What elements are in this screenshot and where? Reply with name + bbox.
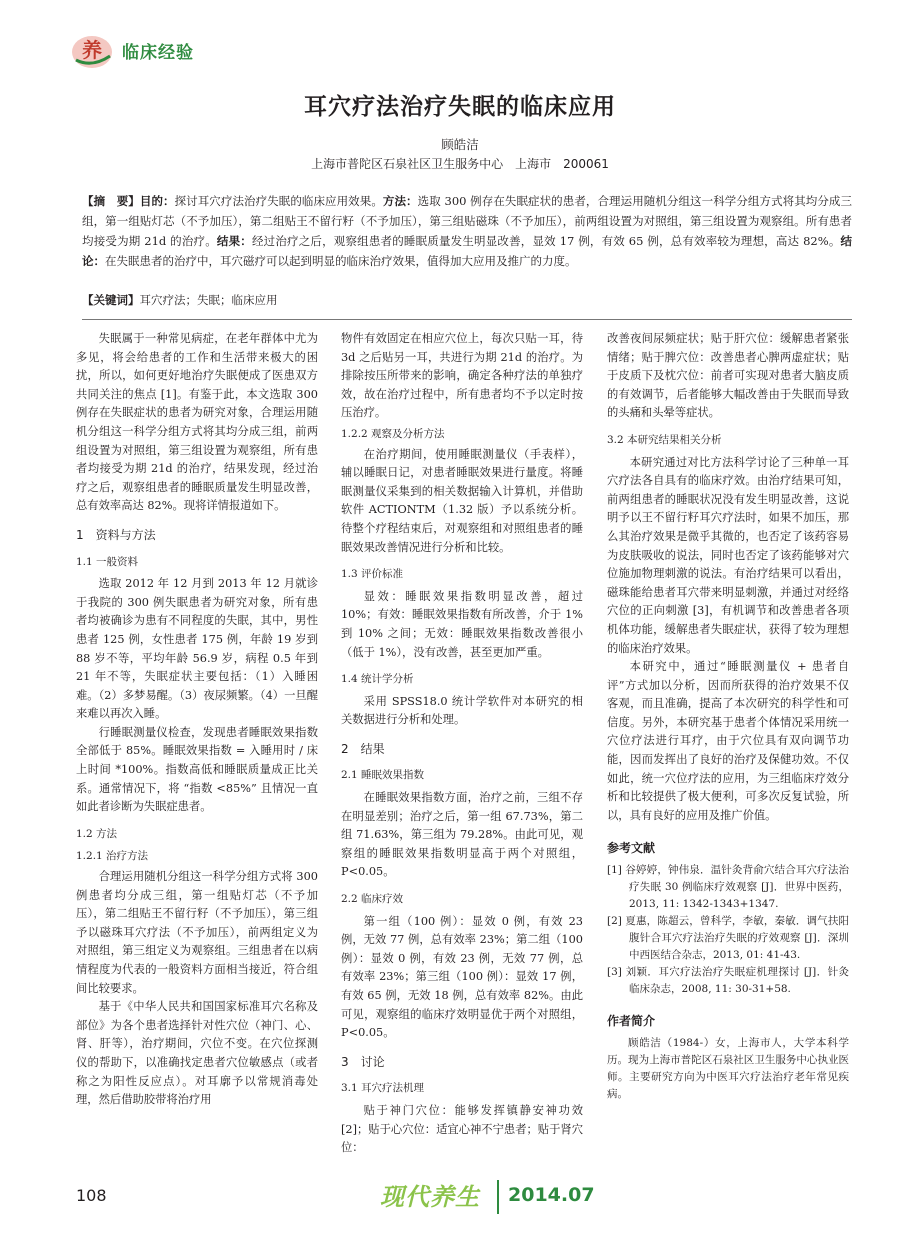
abstract-label: 【摘 要】 [82,194,140,208]
section-heading: 2 结果 [341,741,385,756]
subsection-heading: 1.2.2 观察及分析方法 [341,427,445,440]
page-number: 108 [76,1186,107,1205]
keywords-text: 耳穴疗法；失眠；临床应用 [139,293,278,307]
column-2 [341,330,583,1158]
paragraph: 基于《中华人民共和国国家标准耳穴名称及部位》为各个患者选择针对性穴位（神门、心、肾、肝等），治疗期间，穴位不变。在穴位探测仪的帮助下，以准确找定患者穴位敏感点（或者称之为阳性反应点）。对耳廓予以常规消毒处理，然后借助胶带将治疗用 [76,1000,318,1107]
paragraph: 物件有效固定在相应穴位上，每次只贴一耳，待 3d 之后贴另一耳，共进行为期 21d 的治疗。为排除按压所带来的影响，确定各种疗法的单独疗效，故在治疗过程中，所有患者均不予以定时按压治疗。 [341,332,583,420]
subsection-heading: 1.4 统计学分析 [341,673,414,686]
column-1 [76,330,318,1110]
author-bio: 顾皓洁（1984-）女，上海市人，大学本科学历。现为上海市普陀区石泉社区卫生服务中心执业医师。主要研究方向为中医耳穴疗法治疗老年常见疾病。 [607,1036,849,1100]
paragraph: 在治疗期间，使用睡眠测量仪（手表样），辅以睡眠日记，对患者睡眠效果进行量度。将睡眠测量仪采集到的相关数据输入计算机，并借助软件 ACTIONTM（1.32 版）予以系统分析。待整个疗程结束后，对观察组和对照组患者的睡眠效果改善情况进行分析和比较。 [341,447,583,554]
paragraph: 显效：睡眠效果指数明显改善，超过 10%；有效：睡眠效果指数有所改善，介于 1% 到 10% 之间；无效：睡眠效果指数改善很小（低于 1%），没有改善，甚至更加严重。 [341,589,583,659]
abstract-results-label: 结果： [216,234,252,248]
author-bio-heading: 作者简介 [607,1014,656,1029]
column-3 [607,330,849,1103]
abstract-methods: 选取 300 例存在失眠症状的患者，合理运用随机分组这一科学分组方式将其均分成三组，第一组贴灯芯（不予加压），第二组贴王不留行籽（不予加压），第三组贴磁珠（不予加压），前两组设置为对照组，第三组设置为观察组。所有患者均接受为期 21d 的治疗。 [82,194,853,248]
abstract [82,191,852,271]
subsection-heading: 1.3 评价标准 [341,568,404,581]
header-divider [82,319,852,320]
paragraph: 贴于神门穴位：能够发挥镇静安神功效 [2]；贴于心穴位：适宜心神不宁患者；贴于肾穴位： [341,1103,583,1155]
abstract-objective: 探讨耳穴疗法治疗失眠的临床应用效果。 [174,194,383,208]
footer-divider [497,1180,499,1214]
references-heading: 参考文献 [607,841,656,856]
paragraph: 失眠属于一种常见病症，在老年群体中尤为多见，将会给患者的工作和生活带来极大的困扰，所以，如何更好地治疗失眠便成了医患双方共同关注的焦点 [1]。有鉴于此，本文选取 300 例存在失眠症状的患者为研究对象，合理运用随机分组这一科学分组方式将其均分成三组，前两组设置为对照组，第三组设置为观察组，所有患者均接受为期 21d 的治疗，结果发现，经过治疗之后，观察组患者的睡眠质量发生明显改善，总有效率高达 82%。现将详情报道如下。 [76,332,318,513]
abstract-methods-label: 方法： [382,194,418,208]
subsection-heading: 1.2.1 治疗方法 [76,850,149,863]
paragraph: 第一组（100 例）：显效 0 例，有效 23 例，无效 77 例，总有效率 23%；第二组（100 例）：显效 0 例，有效 23 例，无效 77 例，总有效率 23%；第三组（100 例）：显效 17 例，有效 65 例，无效 18 例，总有效率 82%。由此可见，观察组的临床疗效明显优于两个对照组，P<0.05。 [341,914,583,1040]
article-title: 耳穴疗法治疗失眠的临床应用 [304,94,616,120]
paragraph: 改善夜间尿频症状；贴于肝穴位：缓解患者紧张情绪；贴于脾穴位：改善患者心脾两虚症状；贴于皮质下及枕穴位：前者可实现对患者大脑皮质的有效调节，后者能够大幅改善由于失眠而导致的头痛和头晕等症状。 [607,332,849,420]
paragraph: 在睡眠效果指数方面，治疗之前，三组不存在明显差别；治疗之后，第一组 67.73%，第二组 71.63%，第三组为 79.28%。由此可见，观察组的睡眠效果指数明显高于两个对照组，P<0.05。 [341,791,583,879]
author-affiliation: 上海市普陀区石泉社区卫生服务中心 上海市 200061 [311,157,609,171]
reference-item: [3] 刘颖．耳穴疗法治疗失眠症机理探讨 [J]．针灸临床杂志，2008, 11: 30-31+58. [607,966,849,996]
paragraph: 本研究通过对比方法科学讨论了三种单一耳穴疗法各自具有的临床疗效。由治疗结果可知，前两组患者的睡眠状况没有发生明显改善，这说明予以王不留行籽耳穴疗法时，如果不加压，那么其治疗效果是微乎其微的，也否定了该药容易为皮肤吸收的说法，同时也否定了该药能够对穴位施加物理刺激的说法。有治疗结果可以看出，磁珠能给患者耳穴带来明显刺激，并通过对经络穴位的正向刺激 [3]，有机调节和改善患者各项机体功能，缓解患者失眠症状，获得了较为理想的临床治疗效果。 [607,455,849,655]
subsection-heading: 3.2 本研究结果相关分析 [607,433,722,446]
seal-logo-icon [70,30,114,70]
issue-number: 2014.07 [508,1184,595,1206]
paragraph: 行睡眠测量仪检查，发现患者睡眠效果指数全部低于 85%。睡眠效果指数 = 入睡用时 / 床上时间 *100%。指数高低和睡眠质量成正比关系。通常情况下，将 “指数 <85%” 且情况一直如此者诊断为失眠症患者。 [76,725,318,814]
abstract-objective-label: 目的： [139,194,175,208]
section-heading: 1 资料与方法 [76,527,156,542]
logo-char: 养 [82,38,102,62]
paragraph: 本研究中，通过“睡眠测量仪 + 患者自评”方式加以分析，因而所获得的治疗效果不仅客观，而且准确，提高了本次研究的科学性和可信度。另外，本研究基于患者个体情况采用统一穴位疗法进行耳疗，由于穴位具有双向调节功能，因而发挥出了良好的治疗及保健功效。不仅如此，统一穴位疗法的应用，为三组临床疗效分析和比较提供了极大便利，可多次反复试验，所以，具有良好的应用及推广价值。 [607,660,849,822]
subsection-heading: 3.1 耳穴疗法机理 [341,1082,425,1095]
keywords [82,292,852,308]
section-heading: 3 讨论 [341,1054,385,1069]
reference-item: [2] 夏惠，陈超云，曾科学，李敏，秦敏．调气扶阳腹针合耳穴疗法治疗失眠的疗效观察 [J]．深圳中西医结合杂志，2013, 01: 41-43. [607,915,849,962]
magazine-name: 现代养生 [380,1183,480,1211]
paragraph: 采用 SPSS18.0 统计学软件对本研究的相关数据进行分析和处理。 [341,694,583,727]
subsection-heading: 2.1 睡眠效果指数 [341,769,425,782]
subsection-heading: 1.2 方法 [76,827,118,840]
paragraph: 合理运用随机分组这一科学分组方式将 300 例患者均分成三组，第一组贴灯芯（不予加压），第二组贴王不留行籽（不予加压），第三组予以磁珠耳穴疗法（不予加压），前两组定义为对照组，第三组定义为观察组。三组患者在以病情程度为代表的一般资料方面相当接近，符合组间比较要求。 [76,870,318,995]
subsection-heading: 1.1 一般资料 [76,555,139,568]
paragraph: 选取 2012 年 12 月到 2013 年 12 月就诊于我院的 300 例失眠患者为研究对象，所有患者均被确诊为患有不同程度的失眠，其中，男性患者 125 例，女性患者 175 例，年龄 19 岁到 88 岁不等，平均年龄 56.9 岁，病程 0.5 年到 21 年不等，失眠症状主要包括：（1）入睡困难。（2）多梦易醒。（3）夜尿频繁。（4）一旦醒来难以再次入睡。 [76,577,318,721]
reference-item: [1] 谷婷婷，钟伟泉．温针灸背俞穴结合耳穴疗法治疗失眠 30 例临床疗效观察 [J]．世界中医药，2013, 11: 1342-1343+1347. [607,864,849,911]
author-name: 顾皓洁 [441,137,479,152]
abstract-results: 经过治疗之后，观察组患者的睡眠质量发生明显改善，显效 17 例，有效 65 例，总有效率较为理想，高达 82%。 [251,234,841,248]
section-label: 临床经验 [122,43,194,63]
abstract-conclusion: 在失眠患者的治疗中，耳穴磁疗可以起到明显的临床治疗效果，值得加大应用及推广的力度。 [105,254,577,268]
keywords-label: 【关键词】 [82,293,140,307]
subsection-heading: 2.2 临床疗效 [341,893,404,906]
abstract-conclusion-label: 结论： [82,234,853,268]
